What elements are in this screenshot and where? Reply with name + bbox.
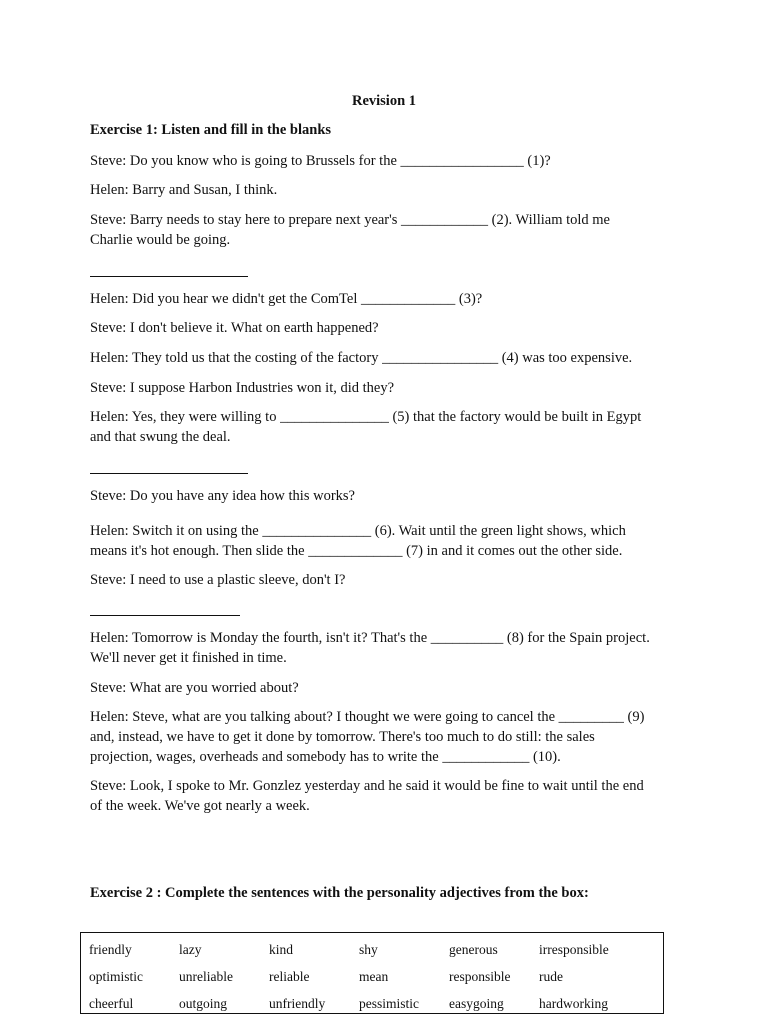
adjective-row bbox=[89, 963, 629, 990]
adjective-word: rude bbox=[539, 968, 563, 984]
adjective-word: friendly bbox=[89, 941, 132, 957]
adjective-word: unfriendly bbox=[269, 995, 326, 1011]
dialogue-line: Helen: They told us that the costing of the factory ________________ (4) was too expensive. bbox=[90, 350, 633, 366]
adjective-word: reliable bbox=[269, 968, 310, 984]
adjective-word: optimistic bbox=[89, 968, 143, 984]
adjective-word: cheerful bbox=[89, 995, 134, 1011]
exercise1-heading: Exercise 1: Listen and fill in the blanks bbox=[90, 122, 332, 138]
adjective-word: lazy bbox=[179, 941, 202, 957]
dialogue-line: and, instead, we have to get it done by tomorrow. There's too much to do still: the sales bbox=[90, 729, 595, 745]
dialogue-line: and that swung the deal. bbox=[90, 429, 231, 445]
adjective-word: responsible bbox=[449, 968, 511, 984]
page-title: Revision 1 bbox=[351, 93, 417, 109]
separator-blank bbox=[90, 473, 248, 474]
adjective-word: kind bbox=[269, 941, 294, 957]
adjective-word: generous bbox=[449, 941, 498, 957]
adjective-word: hardworking bbox=[539, 995, 608, 1011]
dialogue-line: Steve: I need to use a plastic sleeve, don't I? bbox=[90, 572, 346, 588]
dialogue-line: Helen: Tomorrow is Monday the fourth, isn't it? That's the __________ (8) for the Spain project. bbox=[90, 630, 650, 646]
adjective-word: easygoing bbox=[449, 995, 504, 1011]
dialogue-line: projection, wages, overheads and somebody has to write the ____________ (10). bbox=[90, 749, 561, 765]
adjective-row bbox=[89, 936, 629, 963]
adjective-word: outgoing bbox=[179, 995, 228, 1011]
dialogue-line: Steve: Look, I spoke to Mr. Gonzlez yesterday and he said it would be fine to wait until the end bbox=[90, 778, 644, 794]
adjective-word: unreliable bbox=[179, 968, 233, 984]
adjective-row bbox=[89, 990, 629, 1017]
dialogue-line: Helen: Switch it on using the _______________ (6). Wait until the green light shows, which bbox=[90, 523, 626, 539]
dialogue-line: Steve: I don't believe it. What on earth happened? bbox=[90, 320, 379, 336]
exercise2-heading: Exercise 2 : Complete the sentences with the personality adjectives from the box: bbox=[90, 885, 589, 901]
dialogue-line: means it's hot enough. Then slide the _____________ (7) in and it comes out the other side. bbox=[90, 543, 623, 559]
dialogue-line: Helen: Steve, what are you talking about? I thought we were going to cancel the _________ (9) bbox=[90, 709, 645, 725]
dialogue-line: Helen: Yes, they were willing to _______________ (5) that the factory would be built in Egypt bbox=[90, 409, 642, 425]
adjective-word: pessimistic bbox=[359, 995, 419, 1011]
separator-blank bbox=[90, 276, 248, 277]
adjective-word: irresponsible bbox=[539, 941, 609, 957]
dialogue-line: Steve: Do you know who is going to Brussels for the _________________ (1)? bbox=[90, 153, 551, 169]
dialogue-line: Steve: What are you worried about? bbox=[90, 680, 299, 696]
adjective-table bbox=[89, 936, 629, 1017]
adjective-box bbox=[80, 932, 664, 1014]
separator-blank bbox=[90, 615, 240, 616]
dialogue-line: Steve: Do you have any idea how this works? bbox=[90, 488, 355, 504]
dialogue-line: Helen: Did you hear we didn't get the ComTel _____________ (3)? bbox=[90, 291, 483, 307]
dialogue-line: Steve: I suppose Harbon Industries won it, did they? bbox=[90, 380, 395, 396]
dialogue-line: We'll never get it finished in time. bbox=[90, 650, 287, 666]
dialogue-line: Steve: Barry needs to stay here to prepare next year's ____________ (2). William told me bbox=[90, 212, 610, 228]
adjective-word: mean bbox=[359, 968, 389, 984]
dialogue-line: of the week. We've got nearly a week. bbox=[90, 798, 310, 814]
dialogue-line: Charlie would be going. bbox=[90, 232, 231, 248]
adjective-word: shy bbox=[359, 941, 378, 957]
dialogue-line: Helen: Barry and Susan, I think. bbox=[90, 182, 278, 198]
